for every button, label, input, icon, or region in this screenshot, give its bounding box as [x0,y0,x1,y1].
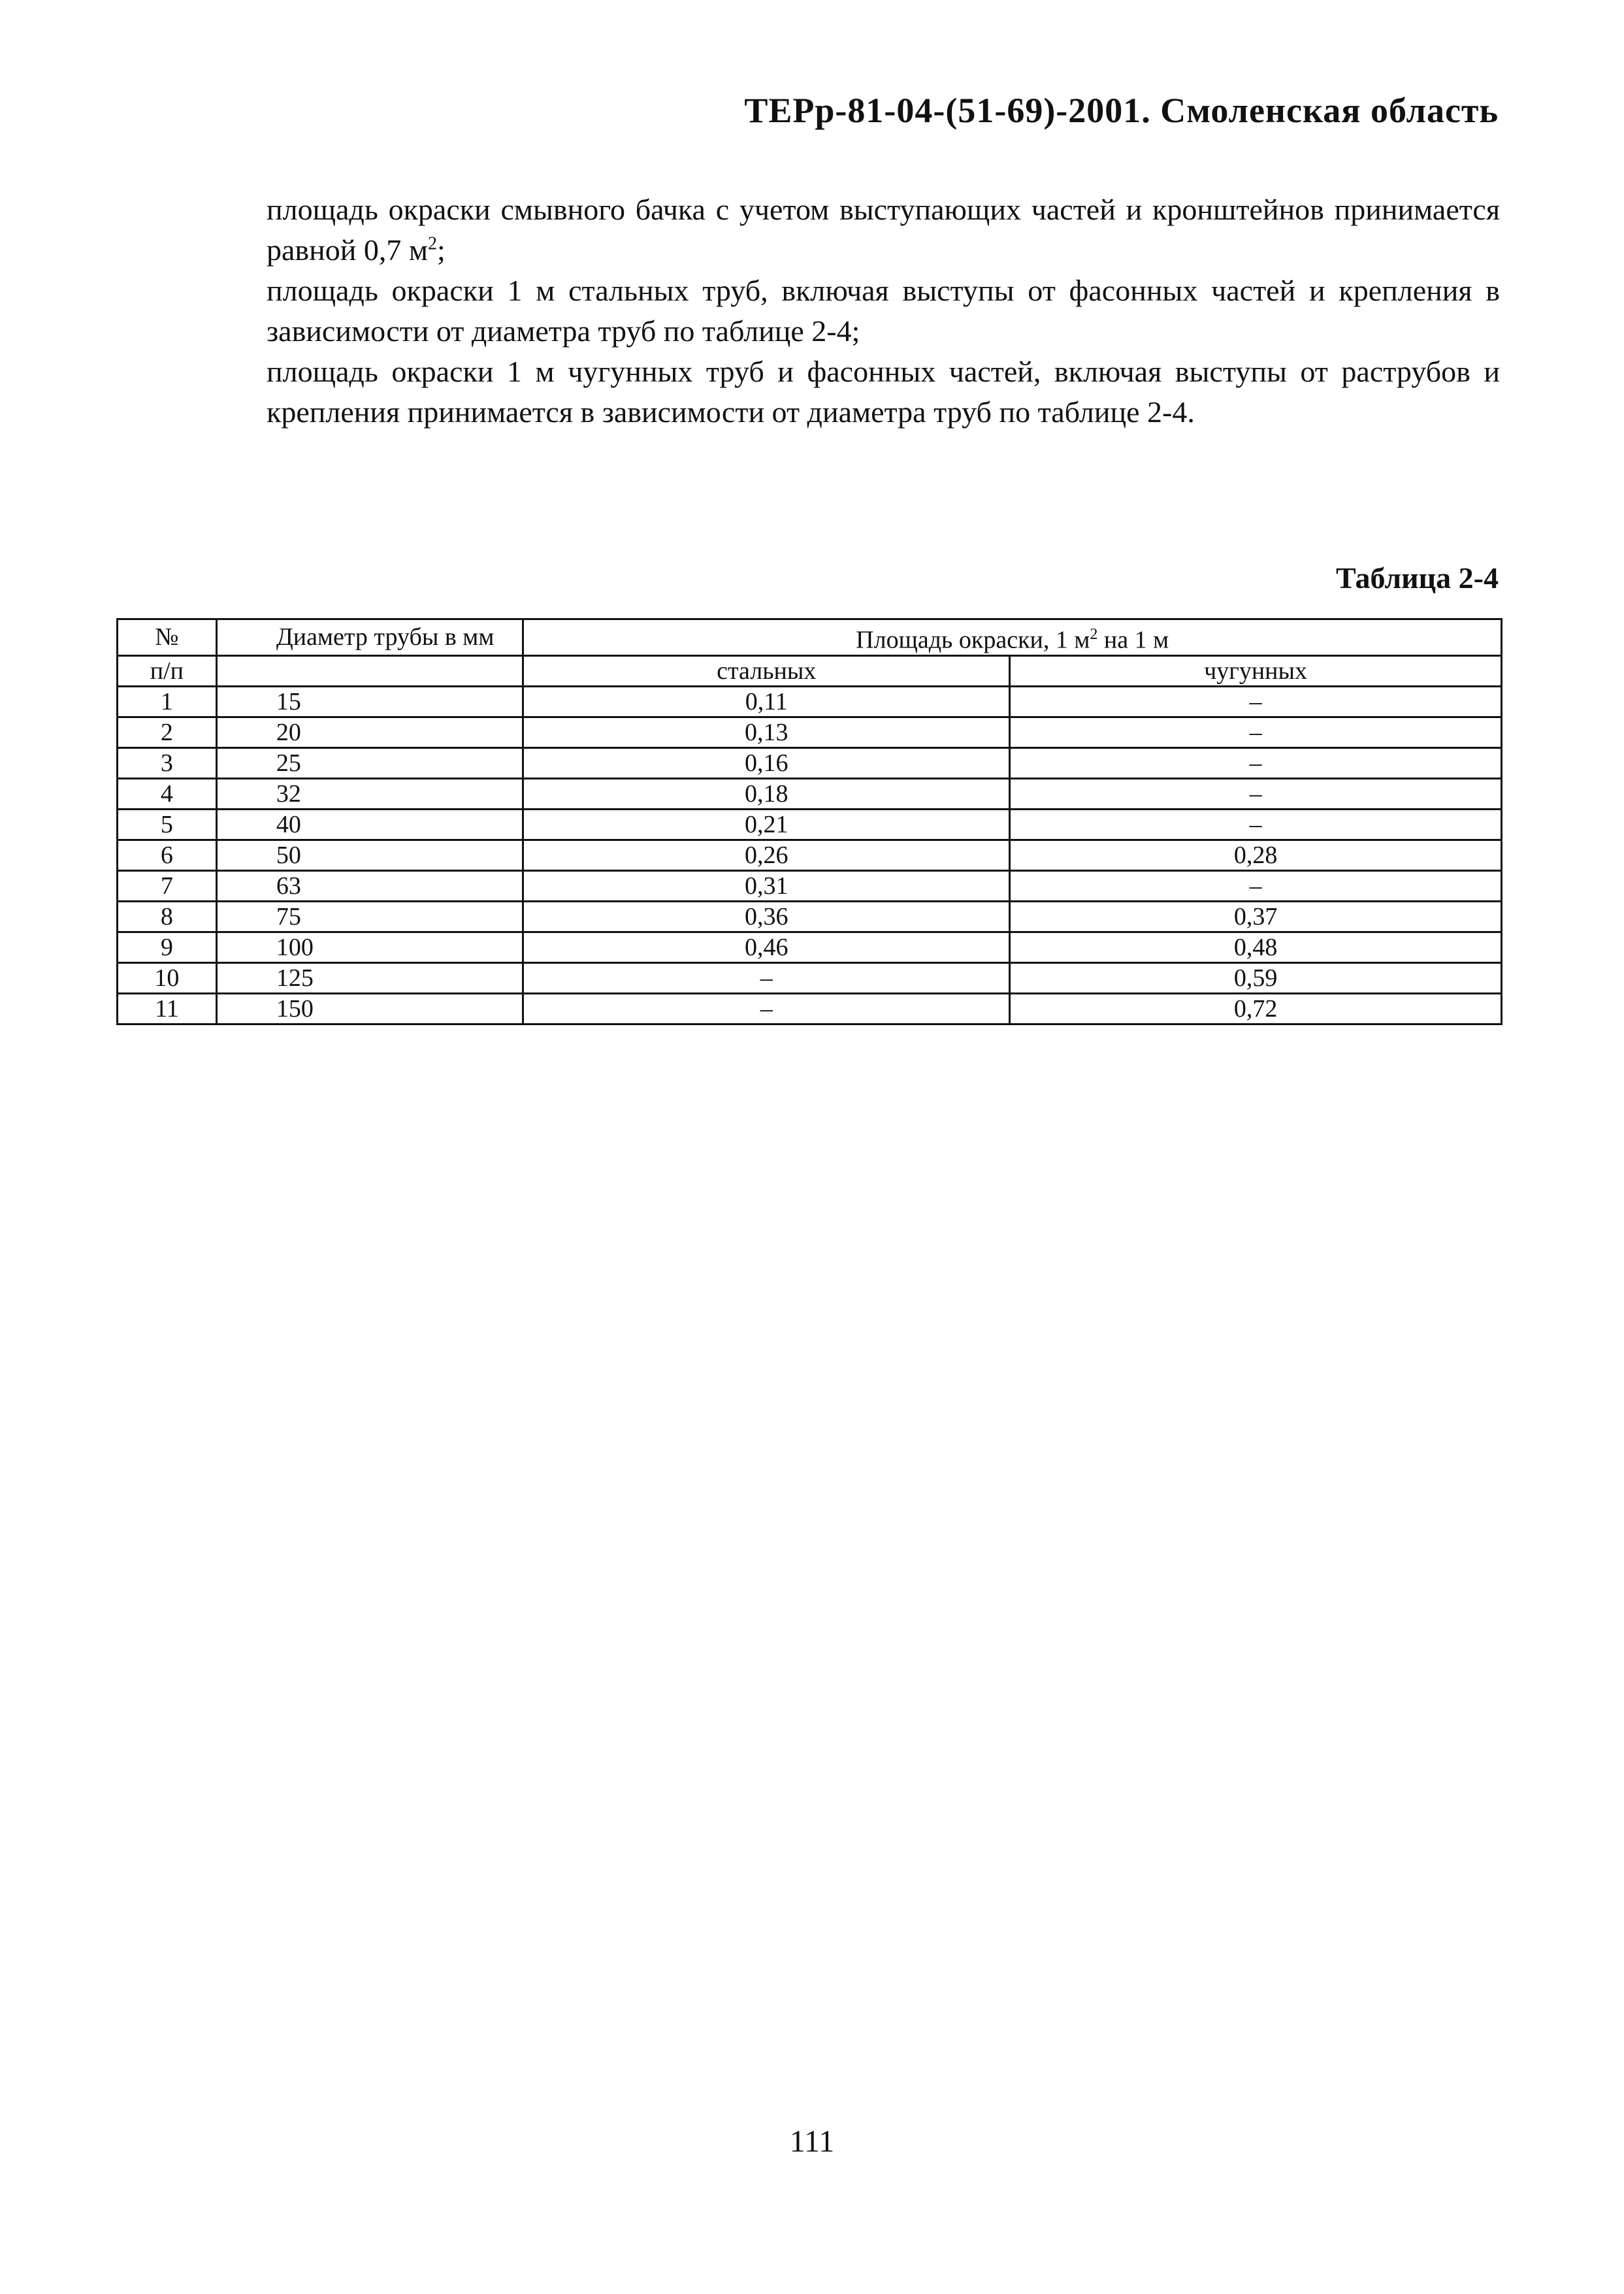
cell-steel: – [523,993,1010,1024]
table-caption: Таблица 2-4 [1335,561,1499,595]
paint-area-table [116,618,1502,1025]
cell-num: 2 [118,717,217,747]
table-row [118,686,1502,717]
table-row [118,809,1502,840]
cell-num: 3 [118,747,217,778]
cell-steel: 0,18 [523,778,1010,809]
paragraph-flush-tank [267,189,1500,270]
header-num-sub: п/п [118,655,217,686]
square-superscript: 2 [427,233,437,254]
paragraph-flush-tank-tail: ; [436,233,446,267]
table-header-row-1 [118,619,1502,656]
cell-cast-iron: 0,48 [1010,932,1502,962]
cell-steel: 0,13 [523,717,1010,747]
cell-steel: – [523,962,1010,993]
cell-cast-iron: – [1010,747,1502,778]
header-square-superscript: 2 [1090,626,1098,643]
cell-num: 6 [118,840,217,870]
cell-cast-iron: – [1010,778,1502,809]
cell-num: 8 [118,901,217,932]
table-row [118,778,1502,809]
cell-diameter: 75 [216,901,523,932]
table-row [118,901,1502,932]
document-header-title: ТЕРр-81-04-(51-69)-2001. Смоленская область [744,91,1499,130]
cell-steel: 0,21 [523,809,1010,840]
cell-num: 4 [118,778,217,809]
cell-diameter: 20 [216,717,523,747]
body-text [267,189,1500,433]
page-number: 111 [789,2124,835,2159]
paragraph-flush-tank-text: площадь окраски смывного бачка с учетом выступающих частей и кронштейнов принимается равной 0,7 м [267,193,1500,267]
header-cast-iron: чугунных [1010,655,1502,686]
table-row [118,932,1502,962]
cell-cast-iron: – [1010,686,1502,717]
table-row [118,747,1502,778]
table-row [118,717,1502,747]
table-row [118,962,1502,993]
table-row [118,840,1502,870]
cell-diameter: 125 [216,962,523,993]
header-paint-area-unit: на 1 м [1097,626,1169,654]
cell-num: 9 [118,932,217,962]
header-paint-area-text: Площадь окраски, 1 м [856,626,1090,654]
cell-diameter: 150 [216,993,523,1024]
cell-cast-iron: – [1010,809,1502,840]
header-diameter: Диаметр трубы в мм [216,619,523,656]
cell-num: 7 [118,870,217,901]
cell-diameter: 63 [216,870,523,901]
cell-num: 10 [118,962,217,993]
header-paint-area [523,619,1502,656]
cell-steel: 0,46 [523,932,1010,962]
table-row [118,993,1502,1024]
cell-cast-iron: 0,72 [1010,993,1502,1024]
cell-num: 1 [118,686,217,717]
cell-diameter: 15 [216,686,523,717]
cell-cast-iron: – [1010,870,1502,901]
cell-cast-iron: 0,28 [1010,840,1502,870]
cell-diameter: 100 [216,932,523,962]
header-diameter-empty [216,655,523,686]
cell-diameter: 40 [216,809,523,840]
cell-cast-iron: 0,37 [1010,901,1502,932]
cell-steel: 0,31 [523,870,1010,901]
paragraph-cast-iron-pipes: площадь окраски 1 м чугунных труб и фасонных частей, включая выступы от раструбов и крепления принимается в зависимости от диаметра труб по таблице 2-4. [267,355,1500,429]
cell-diameter: 32 [216,778,523,809]
cell-cast-iron: 0,59 [1010,962,1502,993]
cell-steel: 0,26 [523,840,1010,870]
cell-num: 11 [118,993,217,1024]
paragraph-steel-pipes: площадь окраски 1 м стальных труб, включая выступы от фасонных частей и крепления в зависимости от диаметра труб по таблице 2-4; [267,274,1500,348]
table-header-row-2 [118,655,1502,686]
table-row [118,870,1502,901]
header-num: № [118,619,217,656]
cell-steel: 0,11 [523,686,1010,717]
cell-diameter: 25 [216,747,523,778]
cell-num: 5 [118,809,217,840]
cell-cast-iron: – [1010,717,1502,747]
header-steel: стальных [523,655,1010,686]
cell-steel: 0,36 [523,901,1010,932]
cell-steel: 0,16 [523,747,1010,778]
cell-diameter: 50 [216,840,523,870]
